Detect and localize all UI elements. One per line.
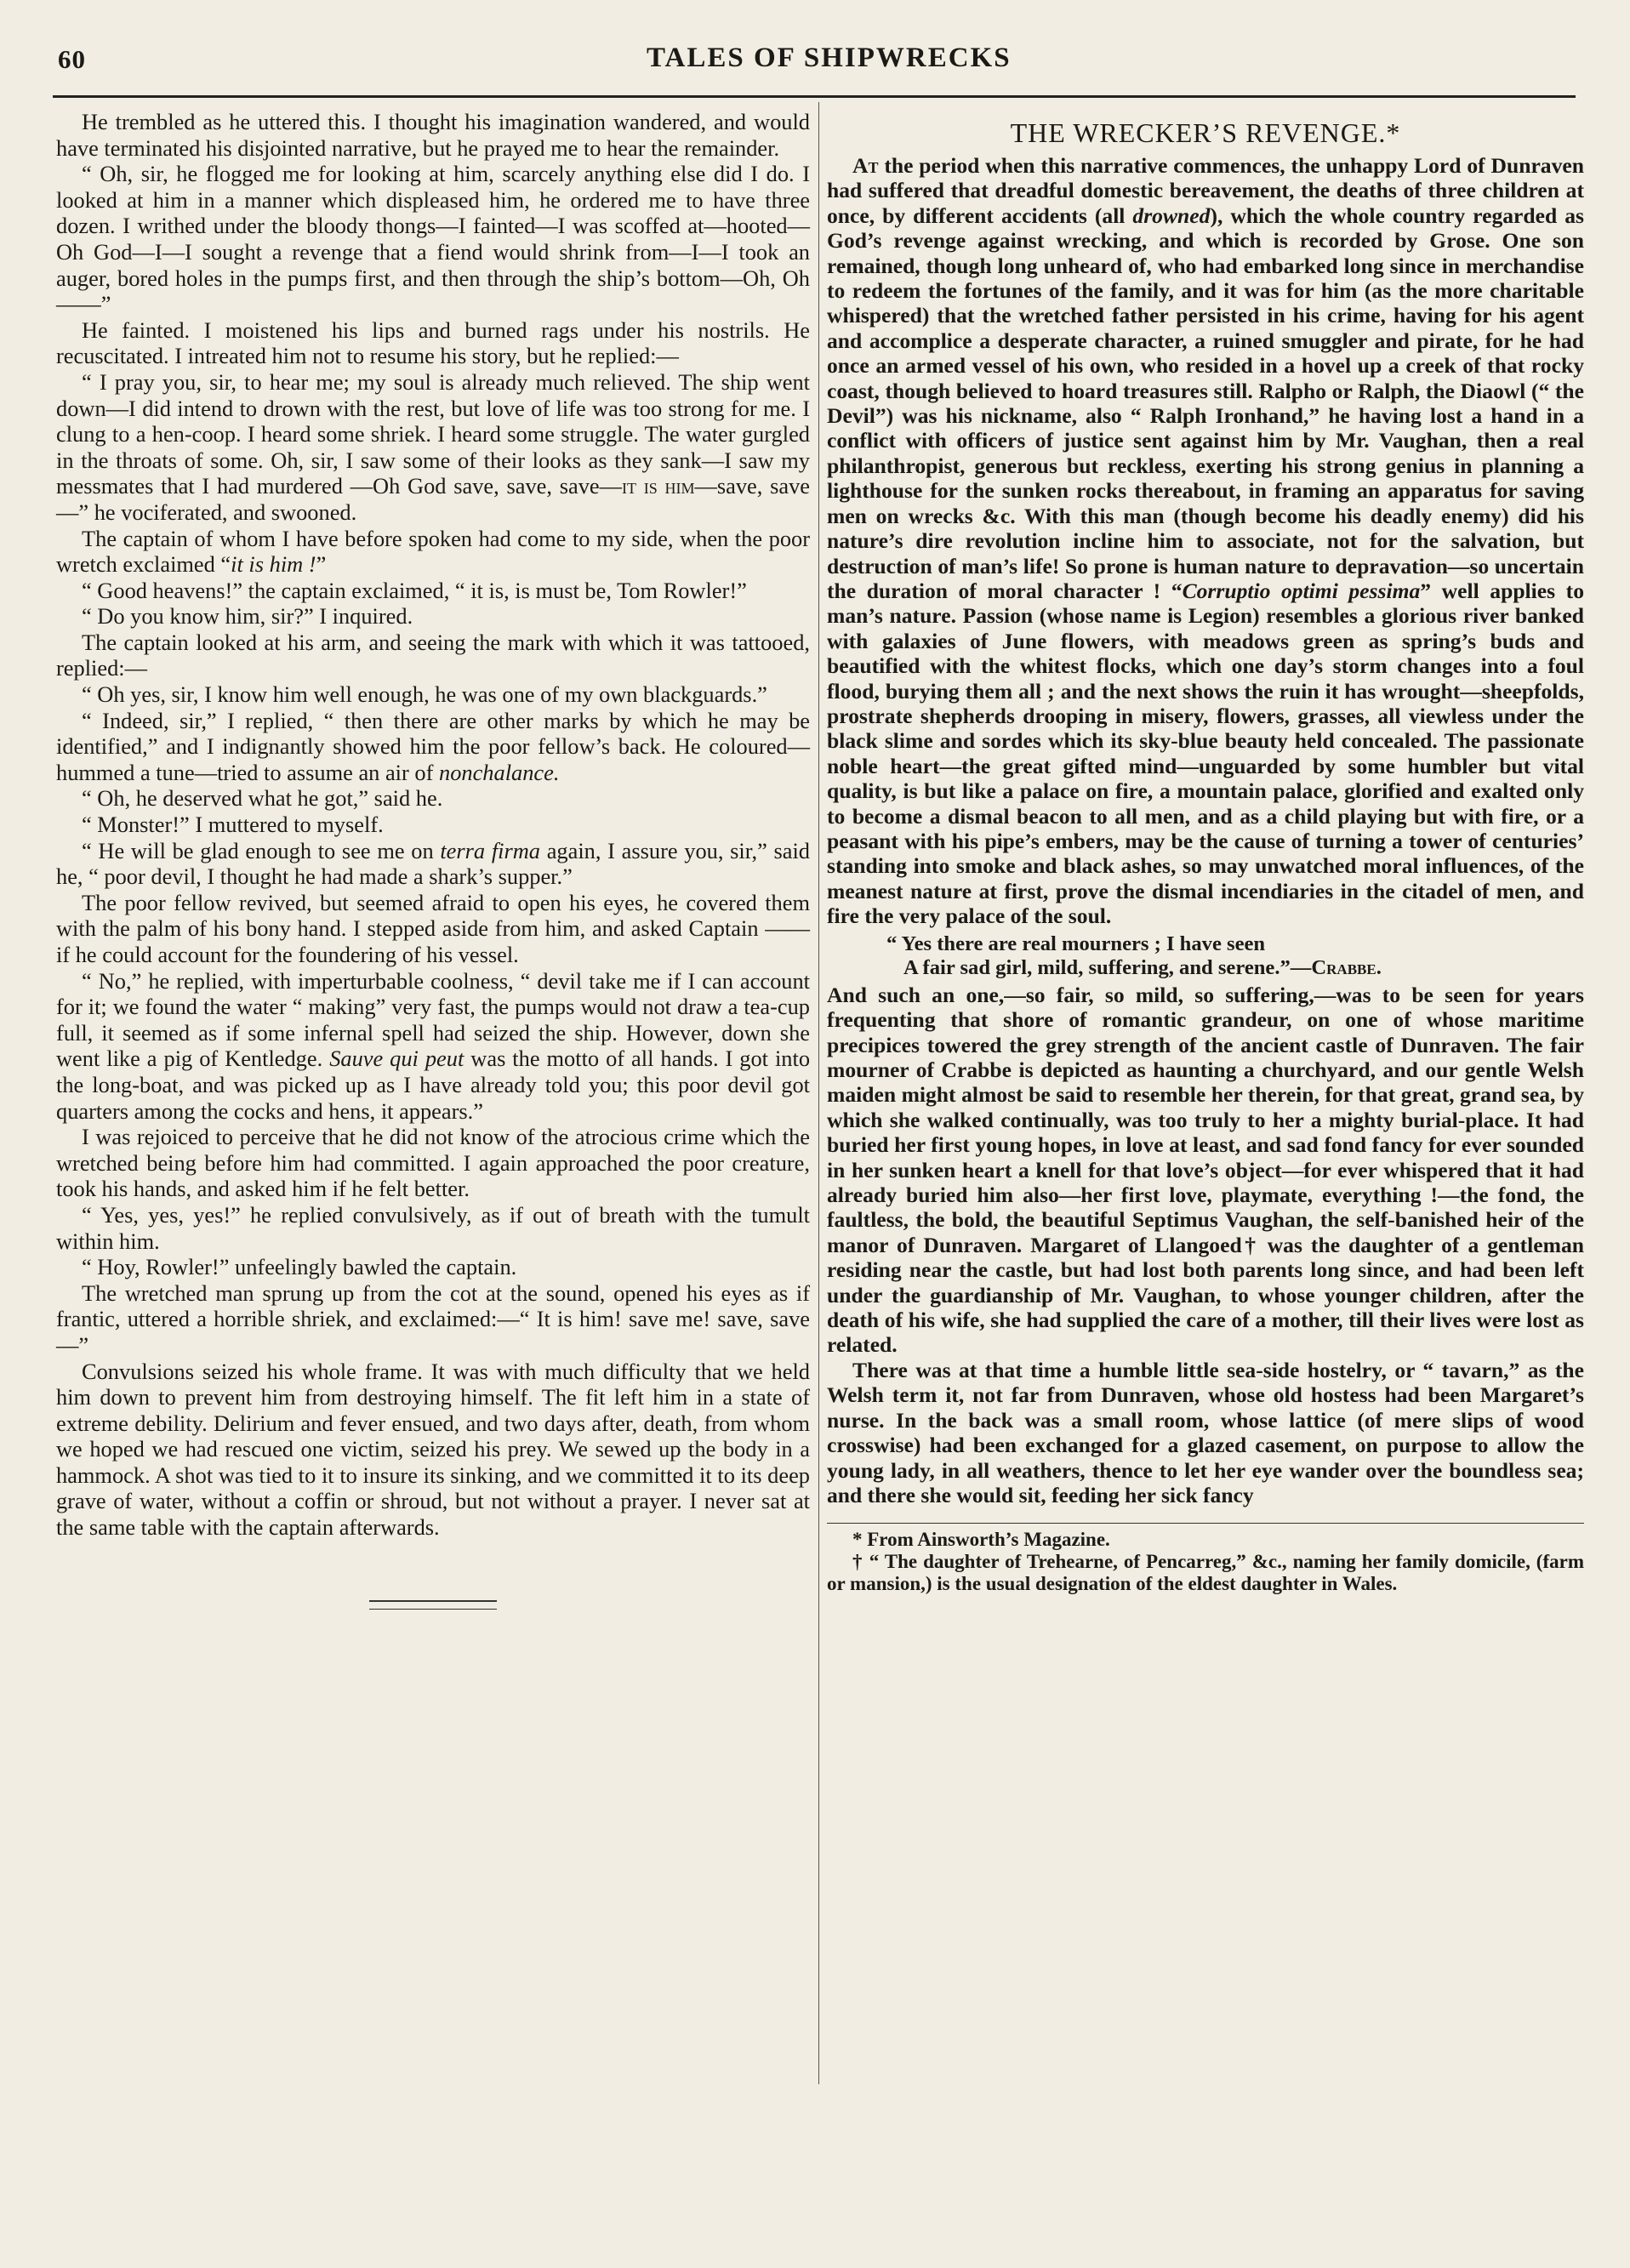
article-title: THE WRECKER’S REVENGE.*: [1010, 117, 1401, 148]
paragraph: [56, 838, 810, 890]
paragraph: [827, 153, 1584, 929]
paragraph: He trembled as he uttered this. I thought his imagination wandered, and would have terminated his disjointed narrative, but he prayed me to hear the remainder.: [56, 109, 810, 161]
paragraph: There was at that time a humble little sea-side hostelry, or “ tavarn,” as the Welsh term it, not far from Dunraven, whose old hostess had been Margaret’s nurse. In the back was a small room, whose lattice (of mere slips of wood crosswise) had been exchanged for a glazed casement, on purpose to allow the young lady, in all weathers, thence to let her eye wander over the boundless sea; and there she would sit, feeding her sick fancy: [827, 1357, 1584, 1507]
text-run: The captain of whom I have before spoken had come to my side, when the poor wretch exclaimed “: [56, 525, 810, 578]
text-run: “ Indeed, sir,” I replied, “ then there are other marks by which he may be identified,” and I indignantly showed him the poor fellow’s back. He coloured—hummed a tune—tried to assume an air of: [56, 707, 810, 785]
paragraph: “ Good heavens!” the captain exclaimed, “ it is, is must be, Tom Rowler!”: [82, 577, 747, 603]
footnote: † “ The daughter of Trehearne, of Pencarreg,” &c., naming her family domicile, (farm or mansion,) is the usual designation of the eldest daughter in Wales.: [827, 1551, 1584, 1595]
quote-attribution: Crabbe.: [1311, 956, 1382, 980]
running-title: TALES OF SHIPWRECKS: [647, 43, 1012, 73]
left-column: [56, 109, 810, 1610]
paragraph: [56, 708, 810, 786]
paragraph: [56, 369, 810, 526]
italic-text: drowned: [1132, 202, 1211, 228]
text-run: “ He will be glad enough to see me on: [82, 837, 434, 863]
end-ornament: [369, 1600, 497, 1610]
paragraph: “ Do you know him, sir?” I inquired.: [82, 603, 413, 630]
italic-text: Corruptio optimi pessima: [1182, 578, 1421, 603]
text-run: was the motto of all hands. I got into the long-boat, and was picked up as I have already told you; this poor devil got quarters among the cocks and hens, it appears.”: [56, 1046, 811, 1124]
paragraph: “ Oh, he deserved what he got,” said he.: [82, 785, 443, 812]
text-run: —save, save—” he vociferated, and swooned.: [56, 473, 811, 525]
column-divider: [818, 102, 819, 2084]
paragraph: “ Hoy, Rowler!” unfeelingly bawled the captain.: [82, 1254, 517, 1280]
text-run: the period when this narrative commences, the unhappy Lord of Dunraven had suffered that dreadful domestic bereavement, the deaths of three children at once, by different accidents (all: [827, 153, 1584, 228]
paragraph: The captain looked at his arm, and seeing the mark with which it was tattooed, replied:—: [56, 629, 810, 681]
text-run: “ No,” he replied, with imperturbable coolness, “ devil take me if I can account for it; we found the water “ making” very fast, the pumps would not draw a tea-cup full, it seemed as if some infernal spell had seized the ship. However, down she went like a pig of Kentledge.: [56, 967, 810, 1072]
text-run: A fair sad girl, mild, suffering, and serene.”—: [903, 956, 1312, 980]
paragraph: Convulsions seized his whole frame. It was with much difficulty that we held him down to prevent him from destroying himself. The fit left him in a state of extreme debility. Delirium and fever ensued, and two days after, death, from whom we hoped we had rescued one victim, seized his prey. We sewed up the body in a hammock. A shot was tied to it to insure its sinking, and we committed it to its deep grave of water, without a coffin or shroud, but not without a prayer. I never sat at the same table with the captain afterwards.: [56, 1358, 810, 1541]
paragraph: “ Monster!” I muttered to myself.: [82, 812, 384, 838]
text-run: ” well applies to man’s nature. Passion (whose name is Legion) resembles a glorious river banked with galaxies of June flowers, with meadows green as spring’s buds and beautified with the whitest flocks, which one day’s storm changes into a foul flood, burying them all ; and the next shows the ruin it has wrought—sheepfolds, prostrate shepherds drooping in misery, flowers, grasses, all viewless under the black slime and sordes which its sky-blue beauty held concealed. The passionate noble heart—the great gifted mind—unguarded by some humbler but vital quality, is but like a palace on fire, a mountain palace, glorified and exalted only to become a dismal beacon to all men, and as a child playing but with fire, or a peasant with his pipe’s embers, may be the cause of turning a tower of centuries’ standing into smoke and black ashes, so may unwatched moral influences, of the meanest nature at first, prove the dismal incendiaries in the citadel of men, and fire the very palace of the soul.: [827, 578, 1584, 929]
footnote: * From Ainsworth’s Magazine.: [852, 1529, 1110, 1551]
paragraph: [56, 968, 810, 1125]
italic-text: it is him !: [231, 551, 316, 578]
text-run: ), which the whole country regarded as God’s revenge against wrecking, and which is recorded by Grose. One son remained, though long unheard of, who had embarked long since in merchandise to redeem the fortunes of the family, and it was for him (as the more charitable whispered) that the wretched father persisted in his crime, having for his agent and accomplice a desperate character, a ruined smuggler and pirate, for he had once an armed vessel of his own, who resided in a hovel up a creek of that rocky coast, though believed to hoard treasures still. Ralpho or Ralph, the Diaowl (“ the Devil”) was his nickname, also “ Ralph Ironhand,” he having lost a hand in a conflict with officers of justice sent against him by Mr. Vaughan, then a real philanthropist, generous but reckless, exerting his strong genius in planning a lighthouse for the sunken rocks thereabout, in framing an apparatus for saving men on wrecks &c. With this man (though become his deadly enemy) did his nature’s dire revolution incline him to associate, not for the salvation, but destruction of man’s life! So prone is human nature to depravation—so uncertain the duration of moral character ! “: [827, 202, 1584, 603]
text-run: again, I assure you, sir,” said he, “ poor devil, I thought he had made a shark’s supper.”: [56, 837, 810, 890]
quote-line: [886, 956, 1584, 981]
text-run: ”: [316, 551, 327, 578]
page-number: 60: [58, 44, 86, 74]
footnote-rule: [827, 1523, 1584, 1524]
text-run: “ I pray you, sir, to hear me; my soul is already much relieved. The ship went down—I did intend to drown with the rest, but love of life was too strong for me. I clung to a hen-coop. I heard some shriek. I heard some struggle. The water gurgled in the throats of some. Oh, sir, I saw some of their looks as they sank—I saw my messmates that I had murdered —Oh God save, save, save—: [56, 368, 810, 499]
paragraph: “ Oh, sir, he flogged me for looking at him, scarcely anything else did I do. I looked at him in a manner which displeased him, he ordered me to have three dozen. I writhed under the bloody thongs—I fainted—I was scoffed at—hooted—Oh God—I—I sought a revenge that a fiend would shrink from—I—I took an auger, bored holes in the pumps first, and then through the ship’s bottom—Oh, Oh——”: [56, 161, 810, 317]
right-column: [827, 109, 1584, 1595]
quote-line: “ Yes there are real mourners ; I have seen: [886, 932, 1266, 955]
paragraph: He fainted. I moistened his lips and burned rags under his nostrils. He recuscitated. I intreated him not to resume his story, but he replied:—: [56, 316, 810, 369]
paragraph: The wretched man sprung up from the cot at the sound, opened his eyes as if frantic, uttered a horrible shriek, and exclaimed:—“ It is him! save me! save, save—”: [56, 1279, 810, 1358]
small-caps-text: it is him: [622, 473, 695, 499]
italic-text: Sauve qui peut: [329, 1046, 464, 1072]
verse-quotation: [886, 932, 1584, 981]
lead-word: At: [852, 153, 879, 178]
italic-text: nonchalance.: [439, 759, 560, 785]
paragraph: I was rejoiced to perceive that he did not know of the atrocious crime which the wretched being before him had committed. I again approached the poor creature, took his hands, and asked him if he felt better.: [56, 1124, 810, 1202]
italic-text: terra firma: [440, 837, 541, 863]
paragraph: [56, 526, 810, 578]
paragraph: And such an one,—so fair, so mild, so suffering,—was to be seen for years frequenting that shore of romantic grandeur, on one of whose maritime precipices towered the grey strength of the ancient castle of Dunraven. The fair mourner of Crabbe is depicted as haunting a churchyard, and our gentle Welsh maiden might almost be said to resemble her therein, for that great, grand sea, by which she walked continually, was too truly to her a mighty burial-place. It had buried her first young hopes, in love at least, and sad fond fancy for ever sounded in her sunken heart a knell for that love’s object—for ever whispered that it had already buried him also—her first love, playmate, everything !—the fond, the faultless, the bold, the beautiful Septimus Vaughan, the self-banished heir of the manor of Dunraven. Margaret of Llangoed† was the daughter of a gentleman residing near the castle, but had lost both parents long since, and had been left under the guardianship of Mr. Vaughan, to whose younger children, after the death of his wife, she had supplied the care of a mother, till their lives were lost as related.: [827, 982, 1584, 1358]
paragraph: “ Oh yes, sir, I know him well enough, he was one of my own blackguards.”: [82, 681, 767, 708]
paragraph: The poor fellow revived, but seemed afraid to open his eyes, he covered them with the palm of his bony hand. I stepped aside from him, and asked Captain —— if he could account for the foundering of his vessel.: [56, 889, 810, 967]
header-rule: [53, 95, 1576, 98]
paragraph: “ Yes, yes, yes!” he replied convulsively, as if out of breath with the tumult within him.: [56, 1201, 810, 1254]
